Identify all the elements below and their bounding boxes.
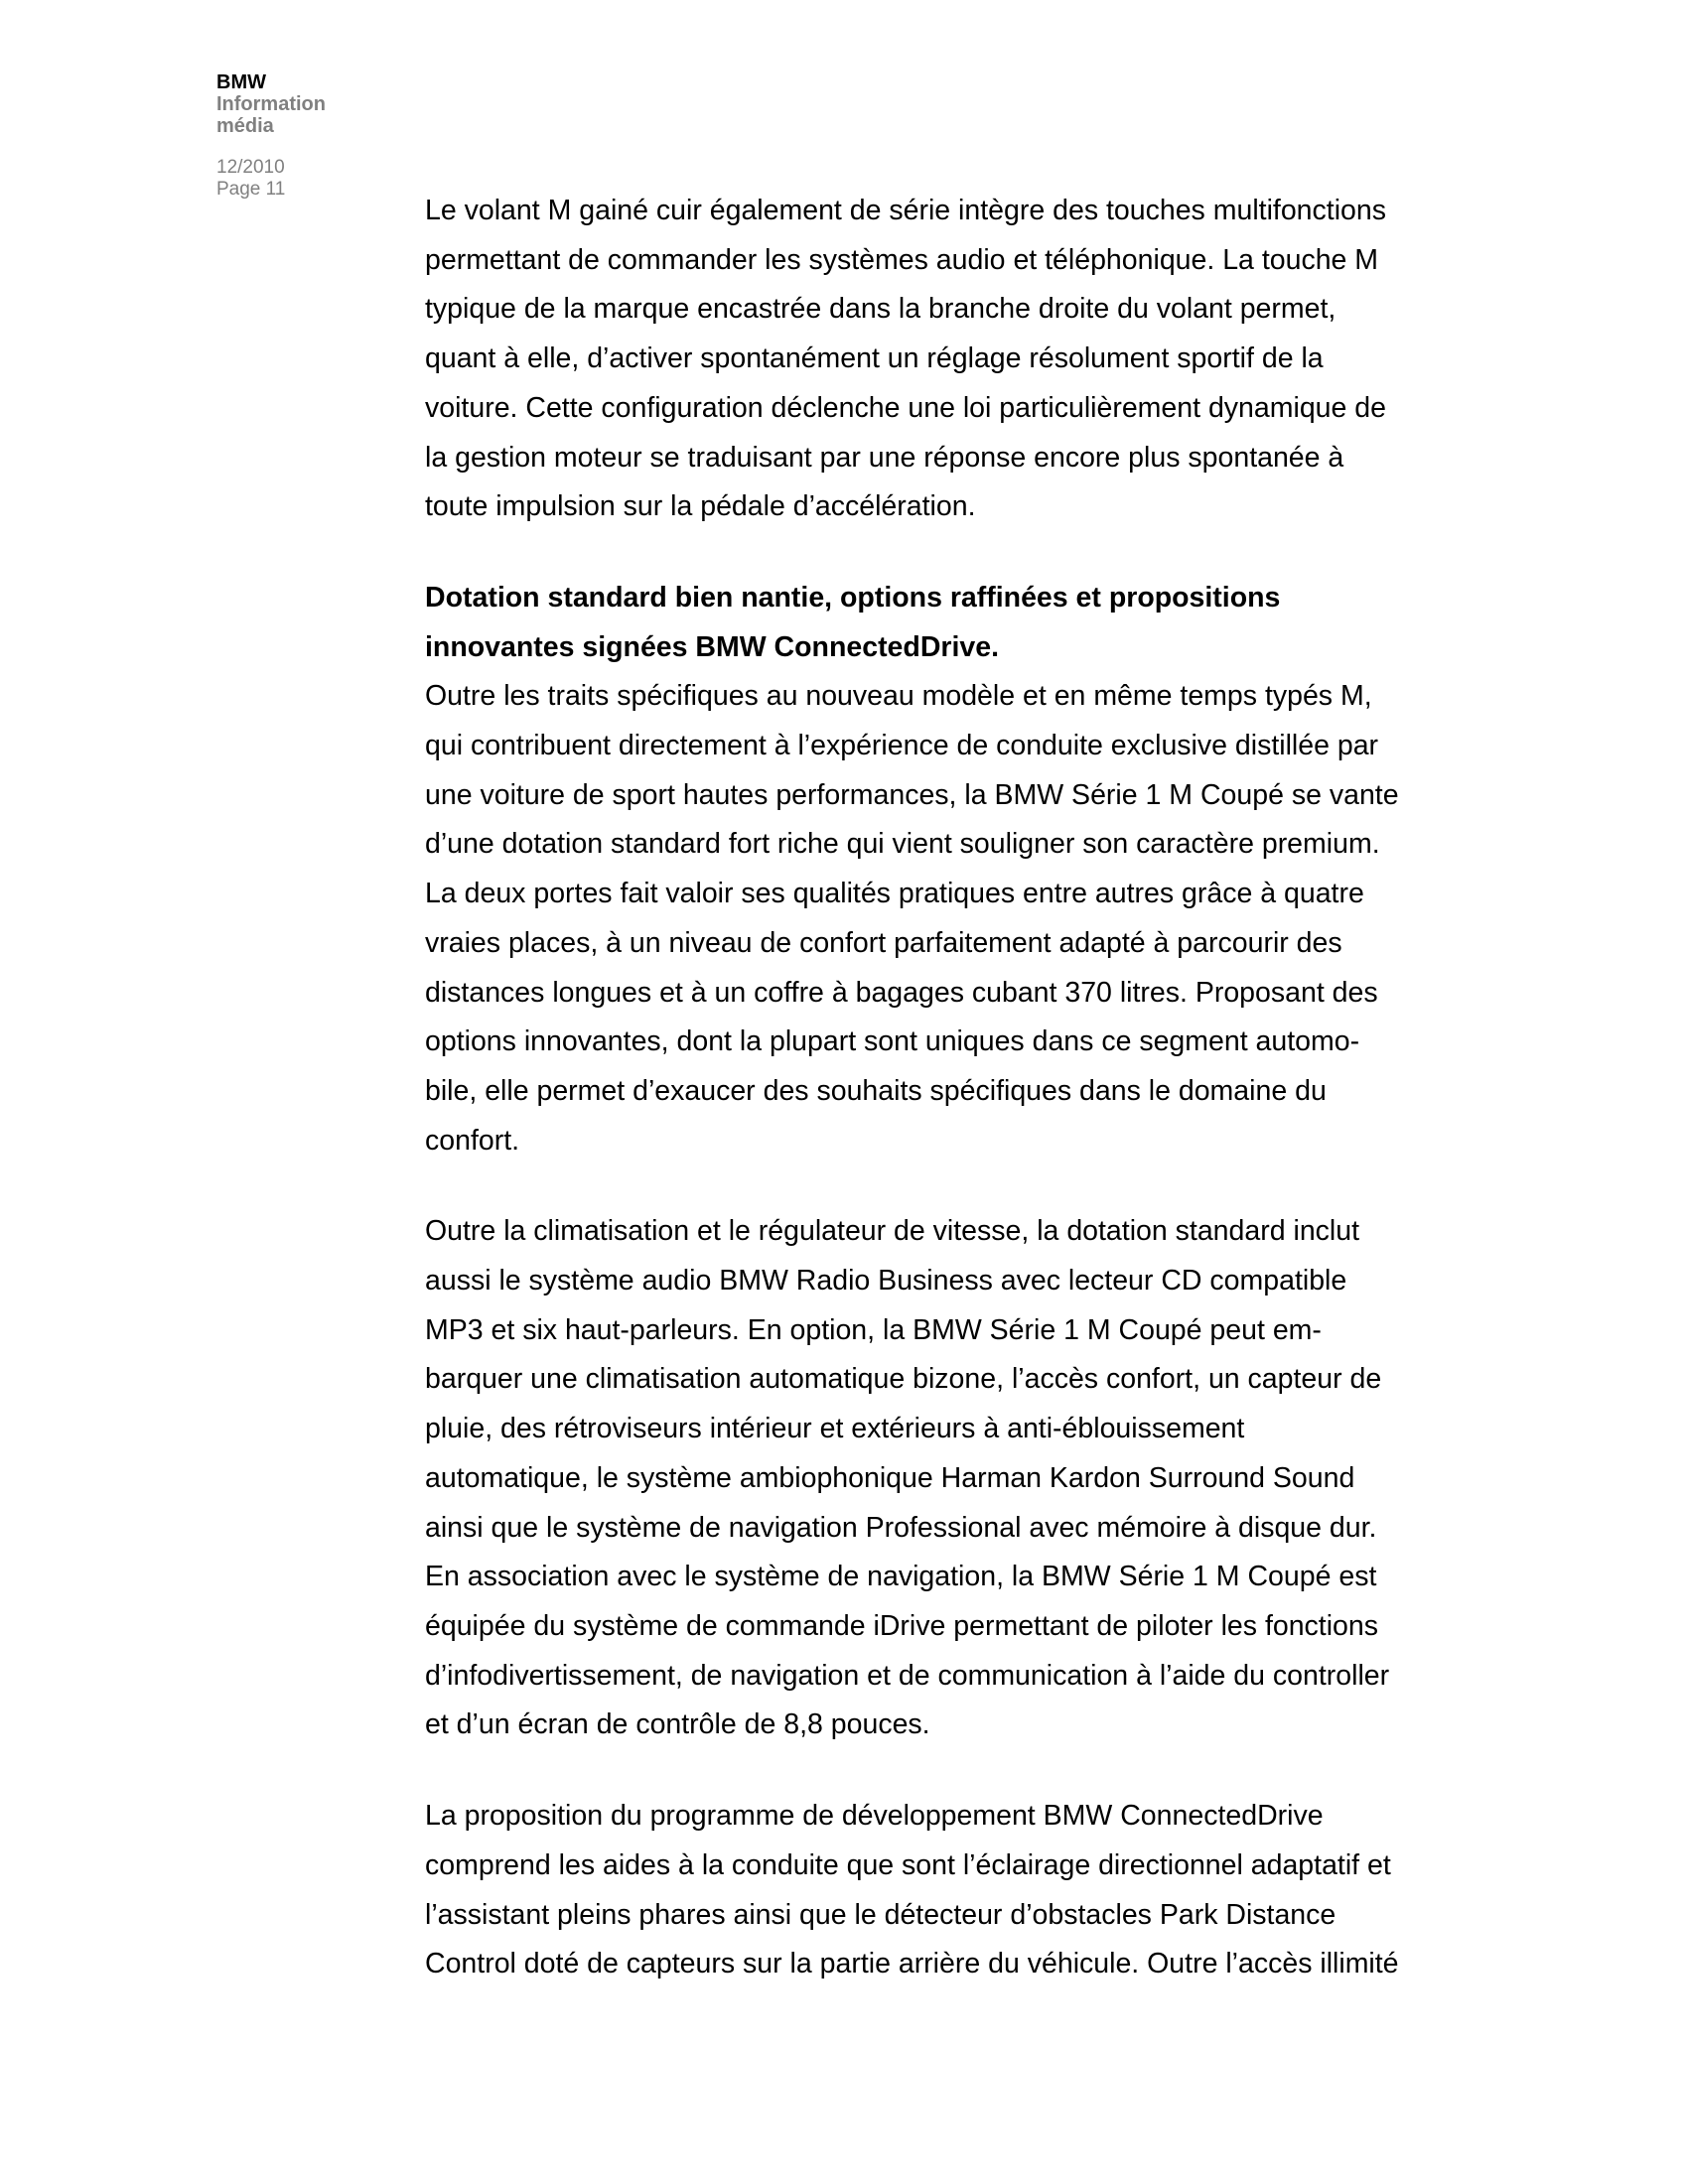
text-line: Outre les traits spécifiques au nouveau modèle et en même temps typés M, (425, 680, 1372, 713)
text-line: vraies places, à un niveau de confort parfaitement adapté à parcourir des (425, 926, 1342, 959)
text-line: permettant de commander les systèmes audio et téléphonique. La touche M (425, 243, 1379, 276)
text-line: d’infodivertissement, de navigation et de communication à l’aide du controller (425, 1659, 1390, 1692)
page-number: Page 11 (216, 179, 286, 200)
text-line: Outre la climatisation et le régulateur de vitesse, la dotation standard inclut (425, 1215, 1360, 1248)
text-line: aussi le système audio BMW Radio Business avec lecteur CD compatible (425, 1265, 1347, 1297)
text-line: l’assistant pleins phares ainsi que le détecteur d’obstacles Park Distance (425, 1898, 1336, 1931)
text-line: En association avec le système de navigation, la BMW Série 1 M Coupé est (425, 1561, 1377, 1593)
text-line: automatique, le système ambiophonique Harman Kardon Surround Sound (425, 1461, 1355, 1494)
text-line: toute impulsion sur la pédale d’accélération. (425, 490, 976, 523)
text-line: options innovantes, dont la plupart sont uniques dans ce segment automo- (425, 1025, 1360, 1058)
brand-name: BMW (216, 71, 266, 93)
paragraph-spacer (425, 1165, 1418, 1207)
body-paragraph-2 (425, 672, 1418, 1165)
text-line: équipée du système de commande iDrive permettant de piloter les fonctions (425, 1609, 1379, 1642)
text-line: qui contribuent directement à l’expérience de conduite exclusive distillée par (425, 730, 1379, 762)
text-line: typique de la marque encastrée dans la branche droite du volant permet, (425, 293, 1336, 326)
text-line: La deux portes fait valoir ses qualités pratiques entre autres grâce à quatre (425, 878, 1364, 910)
document-body (425, 187, 1418, 1989)
heading-line: Dotation standard bien nantie, options raffinées et propositions (425, 581, 1281, 614)
text-line: bile, elle permet d’exaucer des souhaits spécifiques dans le domaine du (425, 1074, 1327, 1107)
publication-title-line-1: Information (216, 93, 326, 115)
document-header (216, 71, 395, 201)
text-line: Le volant M gainé cuir également de série intègre des touches multifonctions (425, 195, 1386, 226)
body-paragraph-1 (425, 187, 1418, 532)
text-line: voiture. Cette configuration déclenche une loi particulièrement dynamique de (425, 391, 1386, 424)
body-paragraph-4 (425, 1792, 1418, 1989)
text-line: ainsi que le système de navigation Professional avec mémoire à disque dur. (425, 1511, 1377, 1544)
text-line: distances longues et à un coffre à bagages cubant 370 litres. Proposant des (425, 976, 1378, 1009)
text-line: d’une dotation standard fort riche qui vient souligner son caractère premium. (425, 828, 1380, 861)
paragraph-spacer (425, 1750, 1418, 1792)
publication-title-line-2: média (216, 115, 274, 137)
text-line: et d’un écran de contrôle de 8,8 pouces. (425, 1708, 930, 1741)
heading-line: innovantes signées BMW ConnectedDrive. (425, 630, 1000, 663)
text-line: une voiture de sport hautes performances, la BMW Série 1 M Coupé se vante (425, 778, 1399, 811)
publication-date: 12/2010 (216, 157, 285, 178)
section-heading (425, 574, 1418, 672)
text-line: comprend les aides à la conduite que sont l’éclairage directionnel adaptatif et (425, 1848, 1391, 1881)
text-line: La proposition du programme de développement BMW ConnectedDrive (425, 1800, 1324, 1833)
text-line: quant à elle, d’activer spontanément un réglage résolument sportif de la (425, 342, 1324, 375)
text-line: pluie, des rétroviseurs intérieur et extérieurs à anti-éblouissement (425, 1413, 1245, 1445)
text-line: barquer une climatisation automatique bizone, l’accès confort, un capteur de (425, 1363, 1382, 1396)
text-line: Control doté de capteurs sur la partie arrière du véhicule. Outre l’accès illimité (425, 1948, 1399, 1980)
document-meta (216, 157, 395, 201)
text-line: MP3 et six haut-parleurs. En option, la BMW Série 1 M Coupé peut em- (425, 1313, 1322, 1346)
body-paragraph-3 (425, 1207, 1418, 1750)
paragraph-spacer (425, 532, 1418, 574)
text-line: confort. (425, 1124, 520, 1157)
text-line: la gestion moteur se traduisant par une réponse encore plus spontanée à (425, 441, 1344, 474)
